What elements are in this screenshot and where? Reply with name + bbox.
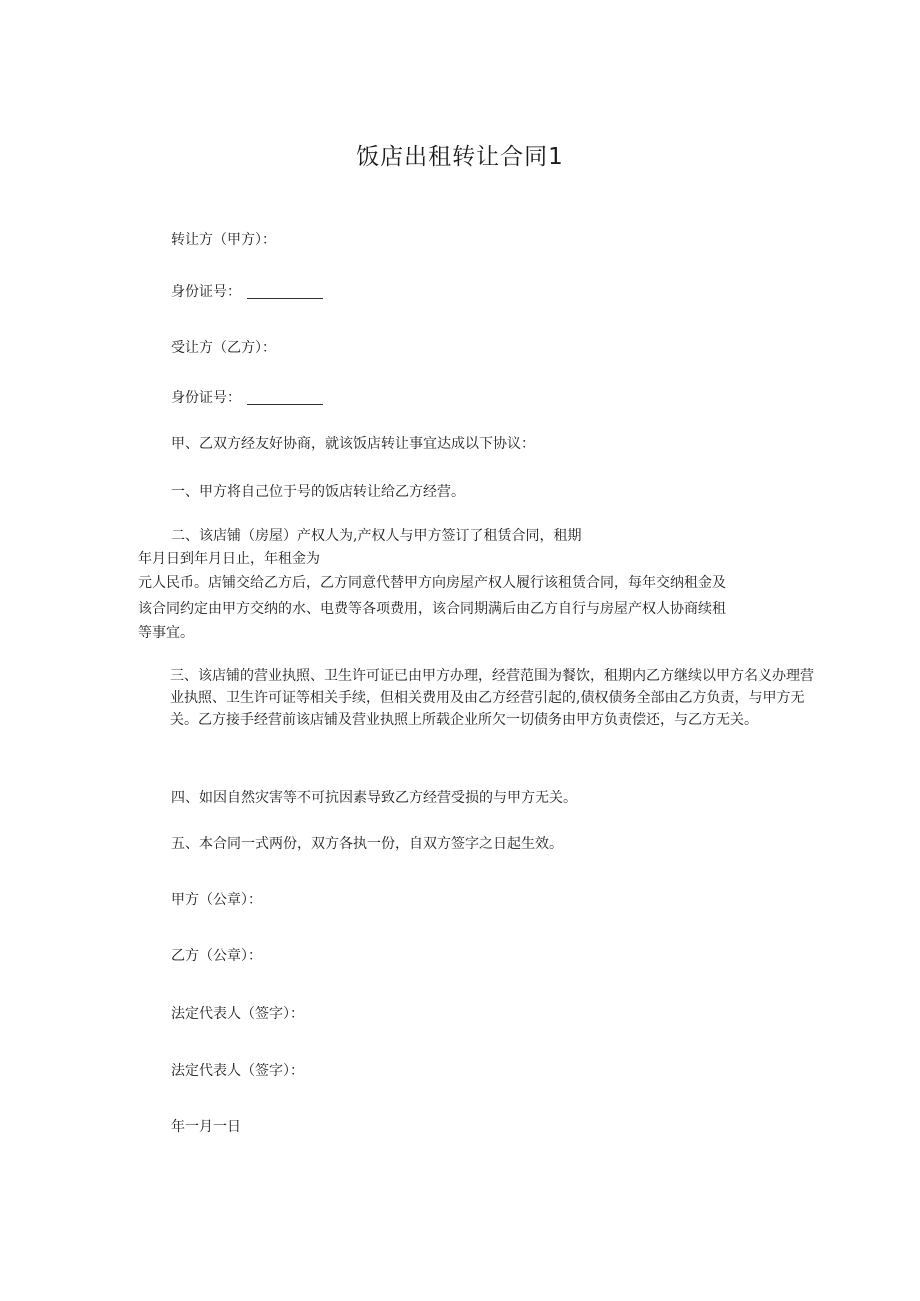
clause-5: 五、本合同一式两份，双方各执一份，自双方签字之日起生效。 xyxy=(171,836,563,852)
transferee-id-blank xyxy=(247,392,323,405)
party-b-seal: 乙方（公章）： xyxy=(171,948,262,964)
transferee-id-label: 身份证号： xyxy=(171,390,241,406)
clause-2-line-1: 二、该店铺（房屋）产权人为,产权人与甲方签订了租赁合同，租期 xyxy=(171,528,582,544)
clause-4: 四、如因自然灾害等不可抗因素导致乙方经营受损的与甲方无关。 xyxy=(171,790,577,806)
transferor-id-line xyxy=(171,282,323,302)
clause-2-line-4: 该合同约定由甲方交纳的水、电费等各项费用，该合同期满后由乙方自行与房屋产权人协商续租 xyxy=(138,601,726,617)
legal-rep-signature-1: 法定代表人（签字）： xyxy=(171,1006,304,1022)
clause-2-line-3: 元人民币。店铺交给乙方后，乙方同意代替甲方向房屋产权人履行该租赁合同，每年交纳租金及 xyxy=(138,575,726,591)
transferor-id-blank xyxy=(247,286,323,299)
document-title: 饭店出租转让合同1 xyxy=(356,144,564,170)
legal-rep-signature-2: 法定代表人（签字）： xyxy=(171,1063,304,1079)
clause-2-line-2: 年月日到年月日止，年租金为 xyxy=(138,551,320,567)
clause-3: 三、该店铺的营业执照、卫生许可证已由甲方办理，经营范围为餐饮，租期内乙方继续以甲方名义办理营业执照、卫生许可证等相关手续，但相关费用及由乙方经营引起的,债权债务全部由乙方负责，与甲方无关。乙方接手经营前该店铺及营业执照上所载企业所欠一切债务由甲方负责偿还，与乙方无关。 xyxy=(170,668,814,728)
transferor-id-label: 身份证号： xyxy=(171,284,241,300)
transferee-id-line xyxy=(171,388,323,408)
party-a-seal: 甲方（公章）： xyxy=(171,892,262,908)
transferor-label: 转让方（甲方）： xyxy=(171,232,276,248)
transferee-label: 受让方（乙方）： xyxy=(171,340,276,356)
signing-date: 年一月一日 xyxy=(171,1119,241,1135)
clause-2-line-5: 等事宜。 xyxy=(138,625,194,641)
intro-paragraph: 甲、乙双方经友好协商，就该饭店转让事宜达成以下协议： xyxy=(171,436,535,452)
clause-1: 一、甲方将自己位于号的饭店转让给乙方经营。 xyxy=(171,484,465,500)
